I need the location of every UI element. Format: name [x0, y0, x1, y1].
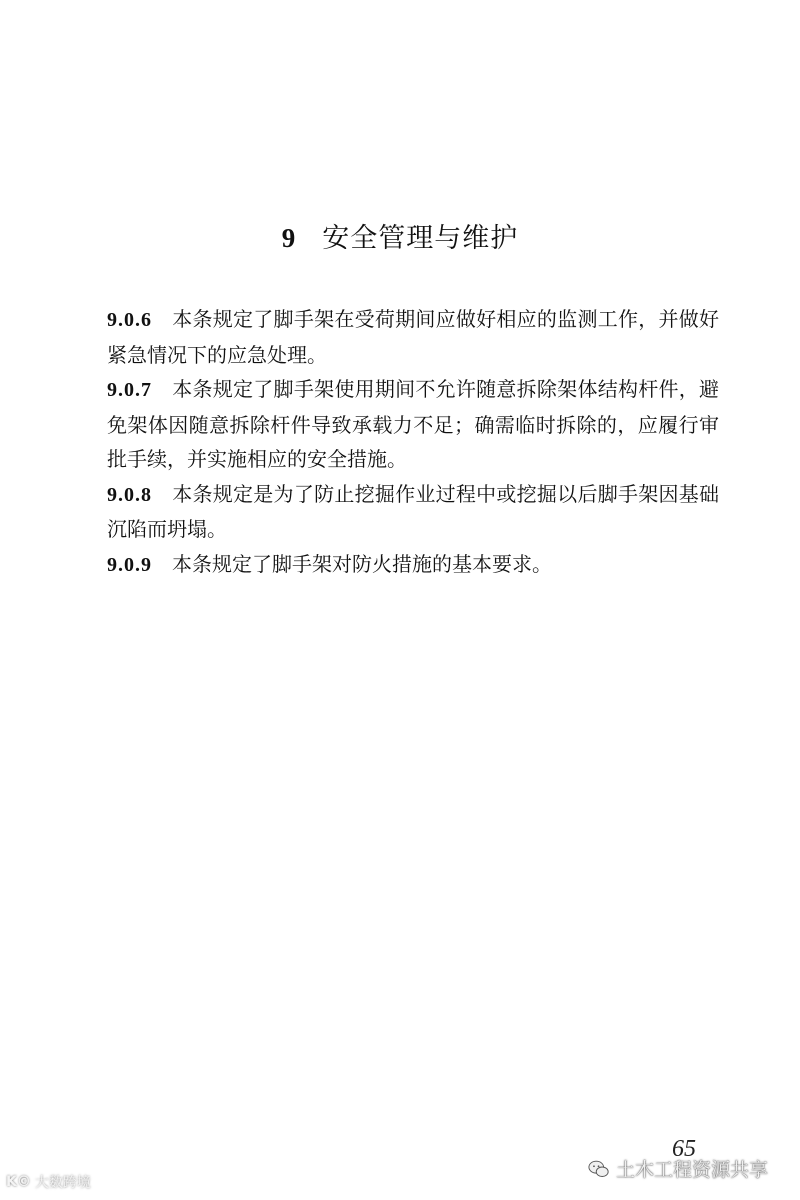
clause-number: 9.0.7: [107, 379, 152, 401]
clause-number: 9.0.9: [107, 553, 152, 576]
page-number: 65: [672, 1136, 696, 1162]
clause-text: 本条规定了脚手架使用期间不允许随意拆除架体结构杆件，避免架体因随意拆除杆件导致承载力不足；确需临时拆除的，应履行审批手续，并实施相应的安全措施。: [107, 377, 719, 471]
clause-text: 本条规定是为了防止挖掘作业过程中或挖掘以后脚手架因基础沉陷而坍塌。: [107, 481, 719, 541]
chapter-title: [0, 218, 800, 259]
watermark-left: [6, 1172, 91, 1192]
watermark-logo: K©: [6, 1174, 31, 1190]
watermark-right-text: 土木工程资源共享: [616, 1159, 769, 1181]
wechat-icon: [588, 1158, 610, 1180]
clause-number: 9.0.6: [107, 309, 152, 331]
clause-number: 9.0.8: [107, 483, 152, 506]
clause-text: 本条规定了脚手架在受荷期间应做好相应的监测工作，并做好紧急情况下的应急处理。: [107, 307, 719, 367]
watermark-left-text: 大数跨境: [34, 1175, 91, 1191]
clause-9-0-8: [107, 477, 719, 547]
clause-text: 本条规定了脚手架对防火措施的基本要求。: [172, 551, 552, 576]
clause-9-0-6: [107, 302, 719, 372]
clause-9-0-7: [107, 372, 719, 477]
chapter-number: 9: [281, 223, 297, 253]
clause-9-0-9: [107, 547, 719, 583]
clause-list: [107, 302, 719, 582]
chapter-title-text: 安全管理与维护: [322, 223, 519, 254]
watermark-right: [588, 1155, 768, 1182]
